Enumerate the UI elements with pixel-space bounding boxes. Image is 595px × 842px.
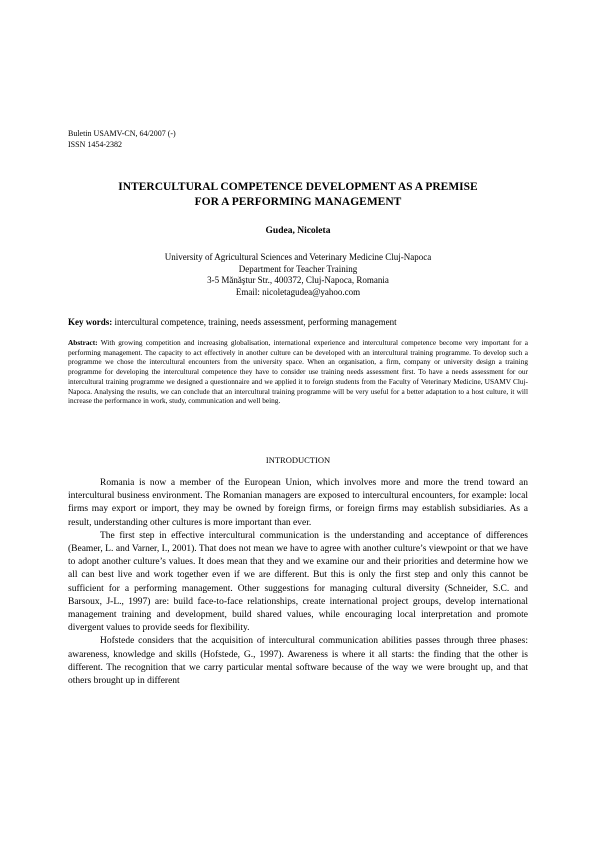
paper-title	[68, 180, 528, 210]
abstract	[68, 338, 528, 406]
journal-info	[68, 128, 176, 150]
affiliation-email: Email: nicoletagudea@yahoo.com	[235, 286, 361, 297]
section-heading: INTRODUCTION	[265, 455, 331, 465]
abstract-label: Abstract:	[68, 338, 98, 347]
title-line-2: FOR A PERFORMING MANAGEMENT	[194, 196, 402, 208]
body-text	[68, 477, 528, 688]
affiliation-department: Department for Teacher Training	[238, 263, 358, 274]
title-line-1: INTERCULTURAL COMPETENCE DEVELOPMENT AS A PREMISE	[118, 181, 478, 193]
keywords-label: Key words:	[68, 317, 113, 327]
keywords-text: intercultural competence, training, needs assessment, performing management	[112, 317, 397, 327]
affiliation-university: University of Agricultural Sciences and Veterinary Medicine Cluj-Napoca	[164, 252, 432, 262]
keywords	[68, 316, 528, 328]
affiliation-address: 3-5 Mănăştur Str., 400372, Cluj-Napoca, Romania	[207, 275, 389, 285]
affiliation	[68, 252, 528, 298]
paragraph: The first step in effective intercultural communication is the understanding and acceptance of differences (Beamer, L. and Varner, I., 2001). That does not mean we have to agree with another culture’s viewpoint or that we have to adopt another culture’s values. It does mean that they and we examine our and their priorities and determine how we all can best live and work together even if we are different. But this is only the first step and only this cannot be sufficient for a performing management. Other suggestions for managing cultural diversity (Schneider, S.C. and Barsoux, J-L., 1997) are: build face-to-face relationships, create international project groups, develop international management training and development, build shared values, while encouraging local interpretation and promote divergent values to provide seeds for flexibility.	[68, 530, 528, 634]
author-name: Gudea, Nicoleta	[265, 226, 331, 236]
paragraph: Hofstede considers that the acquisition of intercultural communication abilities passes through three phases: awareness, knowledge and skills (Hofstede, G., 1997). Awareness is where it all starts: the finding that the other is different. The recognition that we carry particular mental software because of the way we were brought up, and that others brought up in different	[68, 636, 528, 687]
journal-issn: ISSN 1454-2382	[68, 140, 123, 149]
abstract-text: With growing competition and increasing globalisation, international experience and intercultural competence become very important for a performing management. The capacity to act effectively in another culture can be developed with an intercultural training programme. To develop such a programme we chose the intercultural encounters from the university space. When an organisation, a firm, company or university design a training programme for developing the intercultural competence they have to consider use training needs assessment first. To have a needs assessment for our intercultural training programme we designed a questionnaire and we applied it to foreign students from the Faculty of Veterinary Medicine, USAMV Cluj-Napoca. Analysing the results, we can conclude that an intercultural training programme will be very useful for a better adaptation to a host culture, it will increase the performance in work, study, communication and well being.	[68, 338, 528, 406]
paragraph: Romania is now a member of the European Union, which involves more and more the trend toward an intercultural business environment. The Romanian managers are exposed to intercultural encounters, for example: local firms may export or import, they may be owned by foreign firms, or foreign firms may establish subsidiaries. As a result, understanding other cultures is more important than ever.	[68, 478, 528, 528]
journal-citation: Buletin USAMV-CN, 64/2007 (-)	[68, 129, 176, 138]
